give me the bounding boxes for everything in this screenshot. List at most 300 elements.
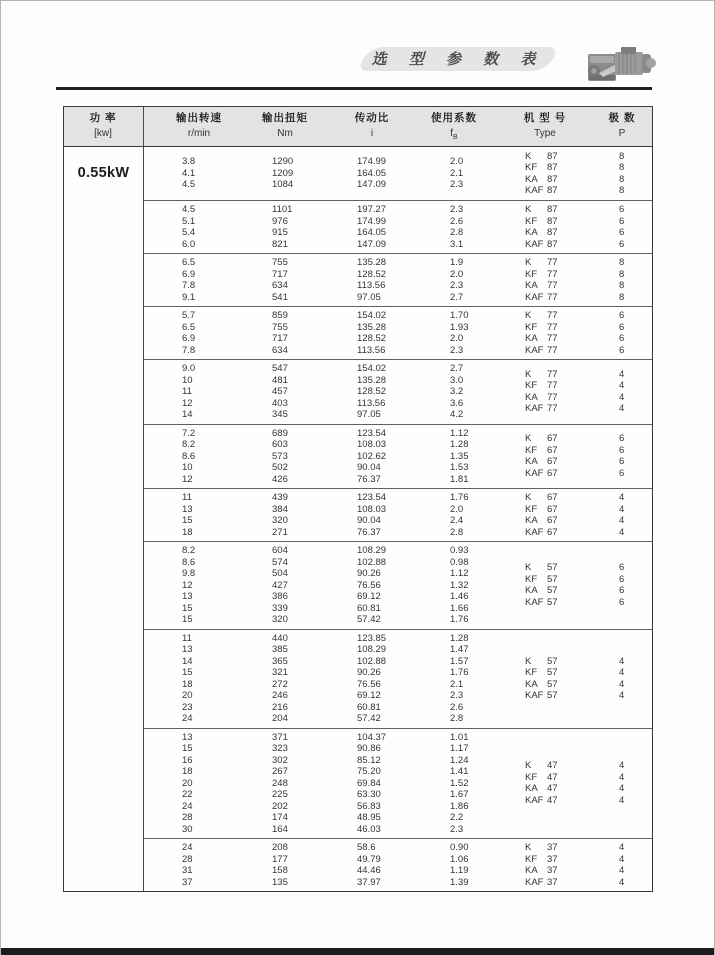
cell-output-torque: 502 [272,462,288,473]
cell-service-factor: 1.52 [450,777,469,789]
cell-output-torque: 202 [272,800,288,812]
row-group-47-4p [143,728,652,839]
cell-type-prefix: K [525,257,532,268]
type-row [143,216,652,228]
cell-service-factor: 1.12 [450,568,469,579]
cell-ratio: 123.85 [357,632,387,644]
cell-poles: 4 [619,403,625,415]
cell-type-prefix: KF [525,573,538,585]
cell-type-size: 57 [547,573,558,585]
cell-service-factor: 1.24 [450,754,469,766]
cell-output-torque: 164 [272,823,288,835]
cell-output-speed: 6.9 [182,333,196,344]
cell-ratio: 90.04 [357,515,381,526]
cell-output-speed: 10 [182,462,193,473]
power-column-divider [143,107,144,891]
cell-service-factor: 1.53 [450,462,469,473]
cell-service-factor: 2.3 [450,204,464,215]
type-row [143,760,652,772]
type-row [143,227,652,239]
type-row [143,772,652,784]
cell-poles: 6 [619,585,625,597]
cell-output-speed: 28 [182,853,193,865]
cell-poles: 8 [619,257,625,268]
col-header-torque: 输出扭矩 Nm [262,112,308,139]
cell-ratio: 48.95 [357,812,381,823]
cell-ratio: 174.99 [357,156,387,168]
type-row [143,585,652,597]
cell-output-speed: 20 [182,690,193,701]
cell-service-factor: 1.70 [450,310,469,321]
cell-output-speed: 12 [182,579,193,591]
cell-service-factor: 2.0 [450,156,464,168]
cell-service-factor: 1.47 [450,644,469,655]
cell-service-factor: 1.28 [450,632,469,644]
cell-type-prefix: KA [525,865,538,876]
cell-output-torque: 634 [272,344,288,356]
cell-ratio: 90.26 [357,568,381,579]
cell-output-torque: 371 [272,731,288,743]
cell-output-torque: 915 [272,227,288,238]
cell-ratio: 102.88 [357,655,387,667]
cell-service-factor: 2.0 [450,268,464,280]
cell-type-size: 87 [547,185,558,196]
cell-ratio: 85.12 [357,754,381,766]
cell-ratio: 128.52 [357,386,387,397]
cell-service-factor: 1.57 [450,655,469,667]
cell-type-prefix: KAF [525,596,544,608]
cell-type-size: 67 [547,492,558,503]
type-block [143,310,652,356]
cell-type-size: 57 [547,690,558,701]
cell-output-torque: 323 [272,743,288,754]
cell-type-prefix: KAF [525,690,544,701]
cell-output-torque: 1290 [272,156,294,168]
type-row [143,690,652,702]
cell-poles: 6 [619,433,625,445]
cell-type-size: 47 [547,794,558,806]
cell-service-factor: 2.3 [450,280,464,291]
cell-ratio: 69.12 [357,690,381,701]
table-row [143,644,652,656]
page-title: 选 型 参 数 表 [371,51,545,68]
cell-output-speed: 8.2 [182,545,196,556]
cell-type-size: 37 [547,876,558,888]
cell-output-torque: 859 [272,310,288,321]
cell-ratio: 135.28 [357,321,387,333]
selection-table [63,106,653,892]
type-block [143,656,652,702]
cell-service-factor: 1.93 [450,321,469,333]
cell-output-torque: 976 [272,215,288,227]
cell-output-torque: 271 [272,526,288,538]
cell-ratio: 69.12 [357,591,381,602]
cell-service-factor: 3.0 [450,374,464,386]
cell-type-prefix: KF [525,444,538,456]
cell-type-size: 77 [547,380,558,392]
cell-type-size: 87 [547,173,558,185]
table-row [143,732,652,744]
type-row [143,345,652,357]
cell-output-speed: 6.9 [182,268,196,280]
cell-ratio: 44.46 [357,865,381,876]
type-row [143,679,652,691]
cell-service-factor: 1.46 [450,591,469,602]
cell-type-prefix: KA [525,173,538,185]
type-row [143,783,652,795]
cell-type-prefix: KAF [525,344,544,356]
cell-type-prefix: KF [525,667,538,678]
type-row [143,433,652,445]
cell-output-torque: 440 [272,632,288,644]
type-row [143,204,652,216]
type-block [143,257,652,303]
cell-type-size: 77 [547,368,558,380]
cell-output-speed: 8.6 [182,556,196,568]
cell-ratio: 46.03 [357,823,381,835]
cell-output-torque: 135 [272,876,288,888]
cell-ratio: 197.27 [357,204,387,215]
cell-poles: 4 [619,515,625,526]
cell-service-factor: 1.32 [450,579,469,591]
cell-output-torque: 427 [272,579,288,591]
cell-output-speed: 7.8 [182,280,196,291]
cell-output-torque: 541 [272,291,288,303]
cell-service-factor: 2.4 [450,515,464,526]
type-row [143,257,652,269]
cell-output-speed: 14 [182,409,193,420]
type-row [143,854,652,866]
cell-type-size: 67 [547,467,558,479]
cell-service-factor: 1.76 [450,614,469,625]
cell-service-factor: 1.35 [450,450,469,462]
cell-service-factor: 3.1 [450,238,464,250]
cell-poles: 4 [619,368,625,380]
type-row [143,269,652,281]
cell-output-speed: 30 [182,823,193,835]
cell-service-factor: 1.06 [450,853,469,865]
cell-output-torque: 689 [272,427,288,439]
cell-output-torque: 634 [272,280,288,291]
row-group-37-4p [143,838,652,891]
cell-output-torque: 1084 [272,179,294,191]
cell-poles: 6 [619,596,625,608]
cell-poles: 6 [619,227,625,238]
cell-service-factor: 2.6 [450,701,464,713]
cell-type-size: 77 [547,291,558,303]
cell-service-factor: 1.39 [450,876,469,888]
cell-type-prefix: K [525,310,532,321]
cell-output-speed: 18 [182,526,193,538]
col-header-service-factor: 使用系数 $f_B$ [431,112,477,141]
cell-ratio: 76.37 [357,473,381,485]
cell-type-prefix: KF [525,503,538,515]
cell-type-prefix: KA [525,783,538,795]
cell-output-speed: 7.2 [182,427,196,439]
cell-service-factor: 1.66 [450,602,469,614]
row-group-77-8p [143,253,652,306]
col-header-ratio: 传动比 i [354,112,390,139]
cell-type-prefix: KAF [525,794,544,806]
cell-output-speed: 13 [182,644,193,655]
cell-service-factor: 2.8 [450,227,464,238]
row-group-87-8p [143,147,652,200]
cell-type-size: 77 [547,333,558,344]
cell-poles: 4 [619,678,625,690]
cell-type-prefix: K [525,492,532,503]
cell-output-torque: 365 [272,655,288,667]
cell-ratio: 102.62 [357,450,387,462]
cell-output-torque: 272 [272,678,288,690]
cell-type-prefix: KAF [525,291,544,303]
cell-output-torque: 385 [272,644,288,655]
cell-ratio: 108.03 [357,503,387,515]
cell-type-size: 87 [547,227,558,238]
cell-poles: 4 [619,667,625,678]
type-row [143,504,652,516]
table-row [143,702,652,714]
cell-ratio: 164.05 [357,227,387,238]
cell-type-prefix: K [525,760,532,772]
cell-output-speed: 15 [182,614,193,625]
cell-output-torque: 573 [272,450,288,462]
cell-type-size: 87 [547,162,558,173]
type-row [143,185,652,197]
cell-type-size: 47 [547,760,558,772]
power-cell [64,147,143,891]
cell-output-torque: 1209 [272,167,294,179]
cell-type-size: 67 [547,433,558,445]
cell-poles: 6 [619,310,625,321]
cell-output-speed: 15 [182,667,193,678]
cell-poles: 6 [619,238,625,250]
cell-output-speed: 11 [182,492,192,503]
cell-output-speed: 12 [182,397,193,409]
cell-output-speed: 5.4 [182,227,196,238]
cell-ratio: 56.83 [357,800,381,812]
cell-output-speed: 37 [182,876,193,888]
cell-service-factor: 2.3 [450,344,464,356]
cell-type-size: 57 [547,655,558,667]
cell-service-factor: 1.76 [450,667,469,678]
cell-output-torque: 267 [272,766,288,777]
cell-service-factor: 2.7 [450,363,464,374]
cell-output-speed: 9.8 [182,568,196,579]
cell-poles: 8 [619,268,625,280]
cell-service-factor: 0.98 [450,556,469,568]
cell-poles: 6 [619,344,625,356]
cell-poles: 8 [619,185,625,196]
cell-output-torque: 603 [272,439,288,450]
cell-service-factor: 2.3 [450,823,464,835]
cell-type-prefix: KF [525,853,538,865]
cell-type-prefix: K [525,562,532,574]
cell-service-factor: 2.1 [450,678,464,690]
cell-output-torque: 821 [272,238,288,250]
cell-output-speed: 6.0 [182,238,196,250]
cell-output-torque: 481 [272,374,288,386]
type-row [143,574,652,586]
cell-ratio: 128.52 [357,268,387,280]
cell-output-speed: 8.6 [182,450,196,462]
cell-service-factor: 2.1 [450,167,464,179]
cell-ratio: 57.42 [357,713,381,724]
cell-ratio: 113.56 [357,397,386,409]
cell-output-torque: 216 [272,701,288,713]
cell-type-prefix: K [525,655,532,667]
cell-service-factor: 1.17 [450,743,469,754]
cell-poles: 6 [619,333,625,344]
type-row [143,456,652,468]
type-row [143,292,652,304]
cell-output-speed: 5.7 [182,310,196,321]
table-header [64,107,652,147]
cell-type-size: 47 [547,771,558,783]
page-bottom-bar [1,948,714,955]
cell-output-torque: 717 [272,333,288,344]
cell-output-speed: 8.2 [182,439,196,450]
cell-output-torque: 345 [272,409,288,420]
cell-output-torque: 158 [272,865,288,876]
cell-service-factor: 3.6 [450,397,464,409]
cell-ratio: 104.37 [357,731,387,743]
cell-type-size: 37 [547,853,558,865]
cell-output-torque: 547 [272,363,288,374]
cell-poles: 6 [619,467,625,479]
type-row [143,842,652,854]
row-group-77-6p [143,306,652,359]
cell-service-factor: 2.8 [450,526,464,538]
cell-output-torque: 174 [272,812,288,823]
cell-type-size: 77 [547,310,558,321]
cell-type-prefix: KAF [525,467,544,479]
cell-output-torque: 604 [272,545,288,556]
cell-poles: 4 [619,655,625,667]
type-row [143,562,652,574]
table-body-groups [143,147,652,891]
type-row [143,333,652,345]
cell-output-speed: 6.5 [182,321,196,333]
cell-poles: 4 [619,853,625,865]
cell-output-speed: 10 [182,374,193,386]
table-body [64,147,652,891]
type-row [143,515,652,527]
cell-type-prefix: KF [525,771,538,783]
type-block [143,562,652,608]
cell-type-prefix: KF [525,321,538,333]
type-row [143,392,652,404]
cell-output-speed: 15 [182,743,193,754]
cell-poles: 8 [619,150,625,162]
cell-poles: 6 [619,321,625,333]
cell-type-prefix: K [525,368,532,380]
table-row [143,743,652,755]
cell-ratio: 63.30 [357,789,381,800]
cell-output-speed: 4.1 [182,167,196,179]
col-header-poles: 极 数 P [608,112,636,139]
cell-poles: 4 [619,771,625,783]
cell-poles: 6 [619,444,625,456]
cell-type-size: 77 [547,268,558,280]
cell-service-factor: 2.2 [450,812,464,823]
cell-type-size: 87 [547,215,558,227]
cell-service-factor: 2.0 [450,333,464,344]
cell-type-prefix: KA [525,391,538,403]
cell-type-size: 57 [547,585,558,597]
type-block [143,204,652,250]
cell-output-torque: 248 [272,777,288,789]
cell-poles: 4 [619,503,625,515]
cell-output-speed: 11 [182,632,192,644]
type-row [143,527,652,539]
cell-type-prefix: K [525,204,532,215]
cell-poles: 6 [619,562,625,574]
type-row [143,445,652,457]
type-block [143,760,652,806]
table-row [143,614,652,626]
cell-ratio: 102.88 [357,556,387,568]
cell-output-torque: 574 [272,556,288,568]
cell-ratio: 60.81 [357,602,381,614]
table-row [143,812,652,824]
cell-ratio: 108.03 [357,439,387,450]
cell-output-speed: 24 [182,842,193,853]
cell-output-speed: 28 [182,812,193,823]
type-row [143,656,652,668]
cell-type-size: 67 [547,456,558,468]
type-block [143,842,652,888]
cell-output-speed: 20 [182,777,193,789]
cell-output-torque: 225 [272,789,288,800]
cell-output-torque: 208 [272,842,288,853]
cell-ratio: 108.29 [357,545,387,556]
cell-output-torque: 426 [272,473,288,485]
cell-type-prefix: KAF [525,238,544,250]
type-row [143,369,652,381]
type-row [143,795,652,807]
cell-output-speed: 16 [182,754,193,766]
cell-type-size: 47 [547,783,558,795]
cell-service-factor: 2.7 [450,291,464,303]
cell-output-speed: 12 [182,473,193,485]
cell-type-size: 67 [547,515,558,526]
cell-ratio: 75.20 [357,766,381,777]
type-block [143,151,652,197]
cell-type-size: 67 [547,526,558,538]
cell-service-factor: 0.93 [450,545,469,556]
cell-output-speed: 23 [182,701,193,713]
cell-type-prefix: K [525,150,532,162]
type-row [143,151,652,163]
cell-type-size: 67 [547,503,558,515]
row-group-77-4p [143,359,652,424]
type-row [143,597,652,609]
cell-output-torque: 439 [272,492,288,503]
row-group-67-6p [143,424,652,489]
cell-poles: 8 [619,280,625,291]
cell-type-prefix: K [525,433,532,445]
cell-service-factor: 2.6 [450,215,464,227]
cell-service-factor: 2.3 [450,179,464,191]
cell-ratio: 37.97 [357,876,381,888]
cell-output-torque: 320 [272,614,288,625]
cell-poles: 4 [619,876,625,888]
cell-service-factor: 0.90 [450,842,469,853]
table-row [143,713,652,725]
col-header-power: 功 率 [kw] [89,112,117,139]
cell-output-speed: 14 [182,655,193,667]
cell-output-speed: 18 [182,678,193,690]
